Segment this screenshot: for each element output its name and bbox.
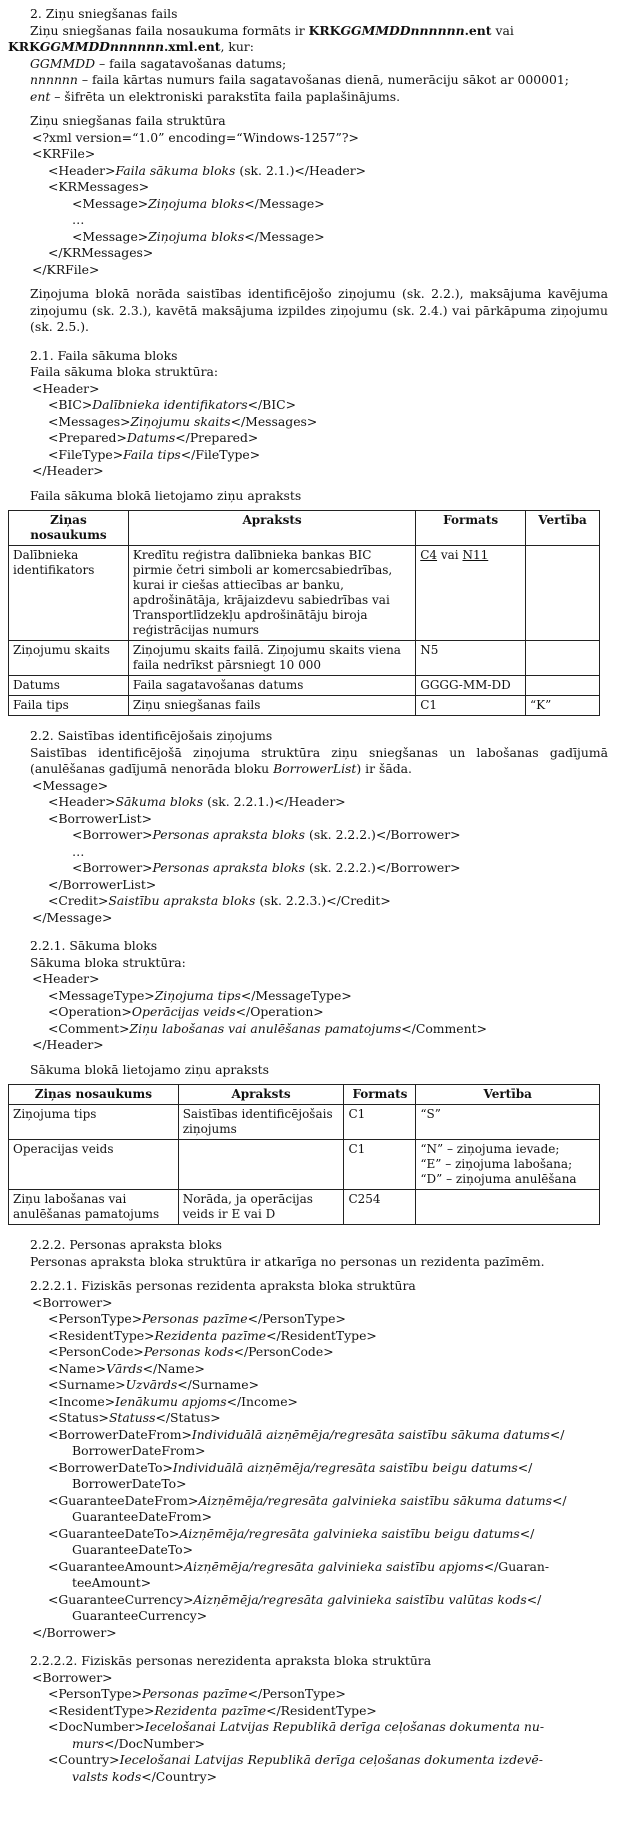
table-row	[9, 1140, 600, 1190]
table-row	[9, 641, 600, 676]
message-block-paragraph: Ziņojuma blokā norāda saistības identificējošo ziņojumu (sk. 2.2.), maksājuma kavējuma ziņojumu (sk. 2.3.), kavētā maksājuma izpildes ziņojumu (sk. 2.4.) vai pārkāpuma ziņojumu (sk. 2.5.).	[30, 286, 608, 334]
xml-line: <KRMessages>	[48, 179, 150, 194]
xml-line: </Header>	[32, 463, 104, 478]
file-structure-title: Ziņu sniegšanas faila struktūra	[30, 113, 226, 128]
xml-line: …	[72, 843, 85, 859]
xml-line: </KRMessages>	[48, 245, 154, 260]
xml-line: GuaranteeDateTo>	[72, 1542, 193, 1557]
xml-line: BorrowerDateFrom>	[72, 1443, 206, 1458]
table-header-cell: Apraksts	[178, 1085, 344, 1105]
xml-line: <GuaranteeDateTo>Aizņēmēja/regresāta galvinieka saistību beigu datums</	[48, 1525, 535, 1541]
table-cell: Dalībnieka identifikators	[9, 546, 129, 641]
table-cell: Ziņu labošanas vai anulēšanas pamatojums	[9, 1190, 179, 1225]
section-2-2-1-structure: Sākuma bloka struktūra:	[30, 954, 186, 970]
table-cell: Ziņojuma tips	[9, 1105, 179, 1140]
xml-line: <Surname>Uzvārds</Surname>	[48, 1377, 259, 1392]
table-cell: Datums	[9, 676, 129, 696]
table-cell: C254	[344, 1190, 416, 1225]
table-header-cell: Formats	[344, 1085, 416, 1105]
table-row	[9, 546, 600, 641]
xml-line: <Name>Vārds</Name>	[48, 1360, 205, 1376]
xml-line: <?xml version=“1.0” encoding=“Windows-1257”?>	[32, 129, 359, 145]
xml-line: <Header>Faila sākuma bloks (sk. 2.1.)</Header>	[48, 162, 367, 178]
table-cell: N5	[416, 641, 526, 676]
xml-line: <Country>Iecelošanai Latvijas Republikā derīga ceļošanas dokumenta izdevē-	[48, 1752, 543, 1767]
table-cell	[178, 1140, 344, 1190]
table-1-caption: Faila sākuma blokā lietojamo ziņu apraksts	[30, 487, 302, 503]
table-cell: C4 vai N11	[416, 546, 526, 641]
xml-line: <Prepared>Datums</Prepared>	[48, 430, 259, 445]
table-row	[9, 1105, 600, 1140]
xml-line: <Borrower>	[32, 1294, 113, 1310]
section-2-1-title: 2.1. Faila sākuma bloks	[30, 347, 178, 363]
table-cell: C1	[344, 1105, 416, 1140]
table-row	[9, 676, 600, 696]
xml-line: <Header>Sākuma bloks (sk. 2.2.1.)</Header>	[48, 794, 346, 809]
section-2-2-2-1-title: 2.2.2.1. Fiziskās personas rezidenta apraksta bloka struktūra	[30, 1278, 416, 1293]
xml-line: <Borrower>	[32, 1669, 113, 1685]
xml-line: <Income>Ienākumu apjoms</Income>	[48, 1393, 298, 1409]
xml-line: <Operation>Operācijas veids</Operation>	[48, 1004, 324, 1019]
xml-line: <MessageType>Ziņojuma tips</MessageType>	[48, 987, 352, 1003]
xml-line: <Header>	[32, 971, 100, 986]
xml-line: <GuaranteeDateFrom>Aizņēmēja/regresāta galvinieka saistību sākuma datums</	[48, 1492, 567, 1508]
xml-line: <Message>Ziņojuma bloks</Message>	[72, 228, 325, 244]
xml-line: </Borrower>	[32, 1624, 117, 1640]
xml-line: <GuaranteeCurrency>Aizņēmēja/regresāta galvinieka saistību valūtas kods</	[48, 1591, 542, 1607]
xml-line: teeAmount>	[72, 1575, 152, 1590]
xml-line: valsts kods</Country>	[72, 1768, 217, 1784]
table-header-cell: Ziņas nosaukums	[9, 511, 129, 546]
xml-line: murs</DocNumber>	[72, 1735, 206, 1751]
table-row	[9, 1190, 600, 1225]
resident-block-lines	[8, 1311, 608, 1427]
xml-line: <DocNumber>Iecelošanai Latvijas Republikā derīga ceļošanas dokumenta nu-	[48, 1719, 545, 1734]
table-cell: Norāda, ja operācijas veids ir E vai D	[178, 1190, 344, 1225]
xml-line: <Status>Statuss</Status>	[48, 1410, 221, 1425]
xml-line: <PersonCode>Personas kods</PersonCode>	[48, 1344, 334, 1359]
xml-line: <Comment>Ziņu labošanas vai anulēšanas pamatojums</Comment>	[48, 1020, 487, 1036]
section-2-2-paragraph: Saistības identificējošā ziņojuma struktūra ziņu sniegšanas un labošanas gadījumā (anulēšanas gadījumā nenorāda bloku BorrowerList) ir šāda.	[30, 744, 608, 776]
xml-line: <BorrowerDateFrom>Individuālā aizņēmēja/regresāta saistību sākuma datums</	[48, 1426, 565, 1442]
xml-line: BorrowerDateTo>	[72, 1476, 187, 1491]
resident-block-wrapped-lines	[8, 1427, 608, 1625]
format-line-1: Ziņu sniegšanas faila nosaukuma formāts ir KRKGGMMDDnnnnnn.ent vai	[30, 22, 514, 38]
table-cell: Ziņojumu skaits failā. Ziņojumu skaits viena faila nedrīkst pārsniegt 10 000	[128, 641, 415, 676]
table-cell	[526, 641, 600, 676]
xml-line: GuaranteeDateFrom>	[72, 1509, 212, 1524]
xml-line: <PersonType>Personas pazīme</PersonType>	[48, 1686, 346, 1701]
definition-date: GGMMDD – faila sagatavošanas datums;	[30, 55, 287, 71]
table-cell: Operacijas veids	[9, 1140, 179, 1190]
format-line-2: KRKGGMMDDnnnnnn.xml.ent, kur:	[8, 39, 254, 54]
table-cell: Saistības identificējošais ziņojums	[178, 1105, 344, 1140]
xml-line: </Header>	[32, 1037, 104, 1052]
xml-line: <ResidentType>Rezidenta pazīme</ResidentType>	[48, 1702, 377, 1718]
section-2-1-structure: Faila sākuma bloka struktūra:	[30, 364, 219, 379]
table-cell	[416, 1190, 600, 1225]
xml-line: <Messages>Ziņojumu skaits</Messages>	[48, 413, 318, 429]
table-cell: C1	[344, 1140, 416, 1190]
xml-line: <GuaranteeAmount>Aizņēmēja/regresāta galvinieka saistību apjoms</Guaran-	[48, 1558, 550, 1574]
table-cell: Ziņojumu skaits	[9, 641, 129, 676]
section-2-2-2-paragraph: Personas apraksta bloka struktūra ir atkarīga no personas un rezidenta pazīmēm.	[30, 1253, 545, 1269]
table-cell	[526, 676, 600, 696]
table-cell: Faila tips	[9, 696, 129, 716]
table-cell: GGGG-MM-DD	[416, 676, 526, 696]
xml-line: <PersonType>Personas pazīme</PersonType>	[48, 1311, 346, 1326]
xml-line: </Message>	[32, 909, 113, 925]
section-2-2-2-2-title: 2.2.2.2. Fiziskās personas nerezidenta apraksta bloka struktūra	[30, 1653, 432, 1668]
table-cell: Faila sagatavošanas datums	[128, 676, 415, 696]
xml-line: <BorrowerDateTo>Individuālā aizņēmēja/regresāta saistību beigu datums</	[48, 1459, 533, 1475]
section-2-title: 2. Ziņu sniegšanas fails	[30, 6, 178, 21]
xml-line: <FileType>Faila tips</FileType>	[48, 446, 261, 462]
header-block-table	[8, 510, 600, 716]
section-2-2-1-title: 2.2.1. Sākuma bloks	[30, 938, 158, 953]
table-cell: C1	[416, 696, 526, 716]
section-2-2-2-title: 2.2.2. Personas apraksta bloks	[30, 1237, 222, 1252]
xml-line: GuaranteeCurrency>	[72, 1608, 208, 1623]
xml-line: <Message>	[32, 777, 109, 793]
document-page	[8, 0, 608, 1785]
xml-line: </BorrowerList>	[48, 876, 157, 892]
table-cell: “K”	[526, 696, 600, 716]
xml-line: <BorrowerList>	[48, 810, 153, 826]
definition-extension: ent – šifrēta un elektroniski parakstīta faila paplašinājums.	[30, 88, 401, 104]
table-cell: “S”	[416, 1105, 600, 1140]
table-row	[9, 696, 600, 716]
xml-line: <BIC>Dalībnieka identifikators</BIC>	[48, 397, 296, 412]
table-header-cell: Vertība	[526, 511, 600, 546]
table-header-cell: Ziņas nosaukums	[9, 1085, 179, 1105]
xml-line: </KRFile>	[32, 261, 100, 277]
table-2-caption: Sākuma blokā lietojamo ziņu apraksts	[30, 1061, 269, 1077]
xml-line: <ResidentType>Rezidenta pazīme</ResidentType>	[48, 1327, 377, 1343]
xml-line: <KRFile>	[32, 146, 96, 161]
xml-line: <Borrower>Personas apraksta bloks (sk. 2.2.2.)</Borrower>	[72, 827, 461, 842]
start-block-table	[8, 1084, 600, 1225]
xml-line: <Header>	[32, 380, 100, 396]
table-cell: Ziņu sniegšanas fails	[128, 696, 415, 716]
table-header-cell: Apraksts	[128, 511, 415, 546]
xml-line: <Borrower>Personas apraksta bloks (sk. 2.2.2.)</Borrower>	[72, 860, 461, 875]
xml-line: <Credit>Saistību apraksta bloks (sk. 2.2.3.)</Credit>	[48, 893, 391, 908]
xml-line: <Message>Ziņojuma bloks</Message>	[72, 195, 325, 211]
section-2-2-title: 2.2. Saistības identificējošais ziņojums	[30, 728, 273, 743]
table-header-cell: Vertība	[416, 1085, 600, 1105]
table-cell: “N” – ziņojuma ievade; “E” – ziņojuma labošana; “D” – ziņojuma anulēšana	[416, 1140, 600, 1190]
table-cell: Kredītu reģistra dalībnieka bankas BIC pirmie četri simboli ar komercsabiedrības, kurai ir ciešas attiecības ar banku, apdrošinātāja, krājaizdevu sabiedrības vai Transportlīdzekļu apdrošinātāju biroja reģistrācijas numurs	[128, 546, 415, 641]
table-header-cell: Formats	[416, 511, 526, 546]
definition-number: nnnnnn – faila kārtas numurs faila sagatavošanas dienā, numerāciju sākot ar 000001;	[30, 72, 569, 87]
xml-line: …	[72, 212, 85, 227]
table-cell	[526, 546, 600, 641]
